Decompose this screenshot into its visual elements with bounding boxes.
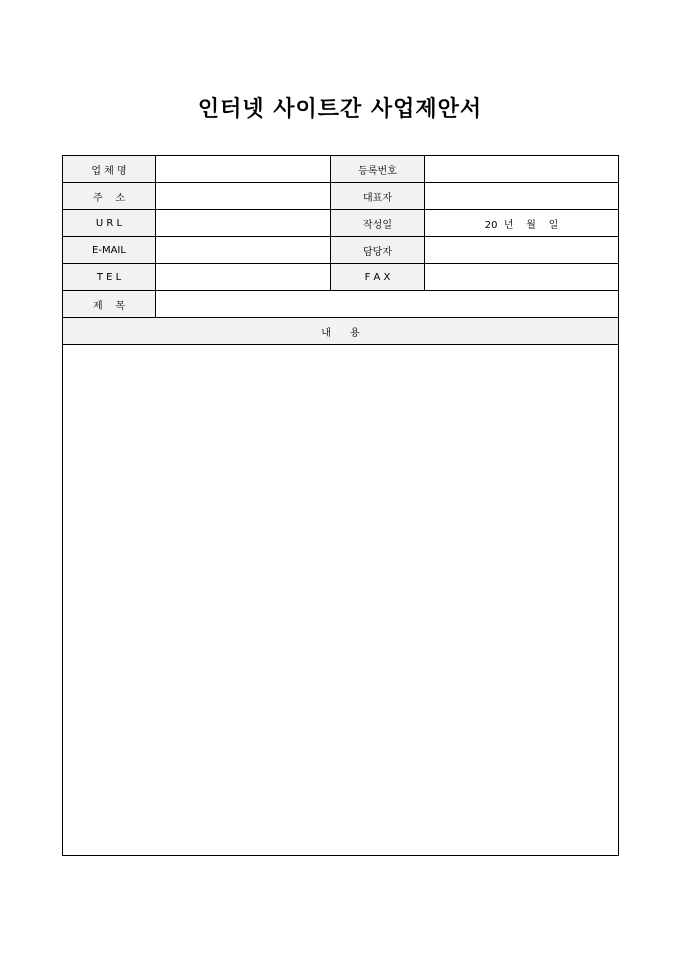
url-field[interactable] bbox=[156, 210, 331, 237]
manager-label: 담당자 bbox=[331, 237, 425, 264]
content-label: 내 용 bbox=[63, 318, 619, 345]
address-field[interactable] bbox=[156, 183, 331, 210]
row-subject bbox=[63, 291, 619, 318]
content-field[interactable] bbox=[63, 345, 619, 856]
row-url bbox=[63, 210, 619, 237]
row-address bbox=[63, 183, 619, 210]
manager-field[interactable] bbox=[425, 237, 619, 264]
url-label: U R L bbox=[63, 210, 156, 237]
registration-number-field[interactable] bbox=[425, 156, 619, 183]
address-label: 주 소 bbox=[63, 183, 156, 210]
tel-label: T E L bbox=[63, 264, 156, 291]
fax-field[interactable] bbox=[425, 264, 619, 291]
date-label: 작성일 bbox=[331, 210, 425, 237]
tel-field[interactable] bbox=[156, 264, 331, 291]
registration-number-label: 등록번호 bbox=[331, 156, 425, 183]
company-name-field[interactable] bbox=[156, 156, 331, 183]
row-content-body bbox=[63, 345, 619, 856]
date-field[interactable]: 20 년 월 일 bbox=[425, 210, 619, 237]
fax-label: F A X bbox=[331, 264, 425, 291]
representative-label: 대표자 bbox=[331, 183, 425, 210]
email-label: E-MAIL bbox=[63, 237, 156, 264]
company-name-label: 업 체 명 bbox=[63, 156, 156, 183]
subject-label: 제 목 bbox=[63, 291, 156, 318]
subject-field[interactable] bbox=[156, 291, 619, 318]
proposal-form-table bbox=[62, 155, 619, 856]
row-tel bbox=[63, 264, 619, 291]
email-field[interactable] bbox=[156, 237, 331, 264]
row-content-header bbox=[63, 318, 619, 345]
document-title: 인터넷 사이트간 사업제안서 bbox=[197, 97, 483, 122]
representative-field[interactable] bbox=[425, 183, 619, 210]
row-company bbox=[63, 156, 619, 183]
row-email bbox=[63, 237, 619, 264]
